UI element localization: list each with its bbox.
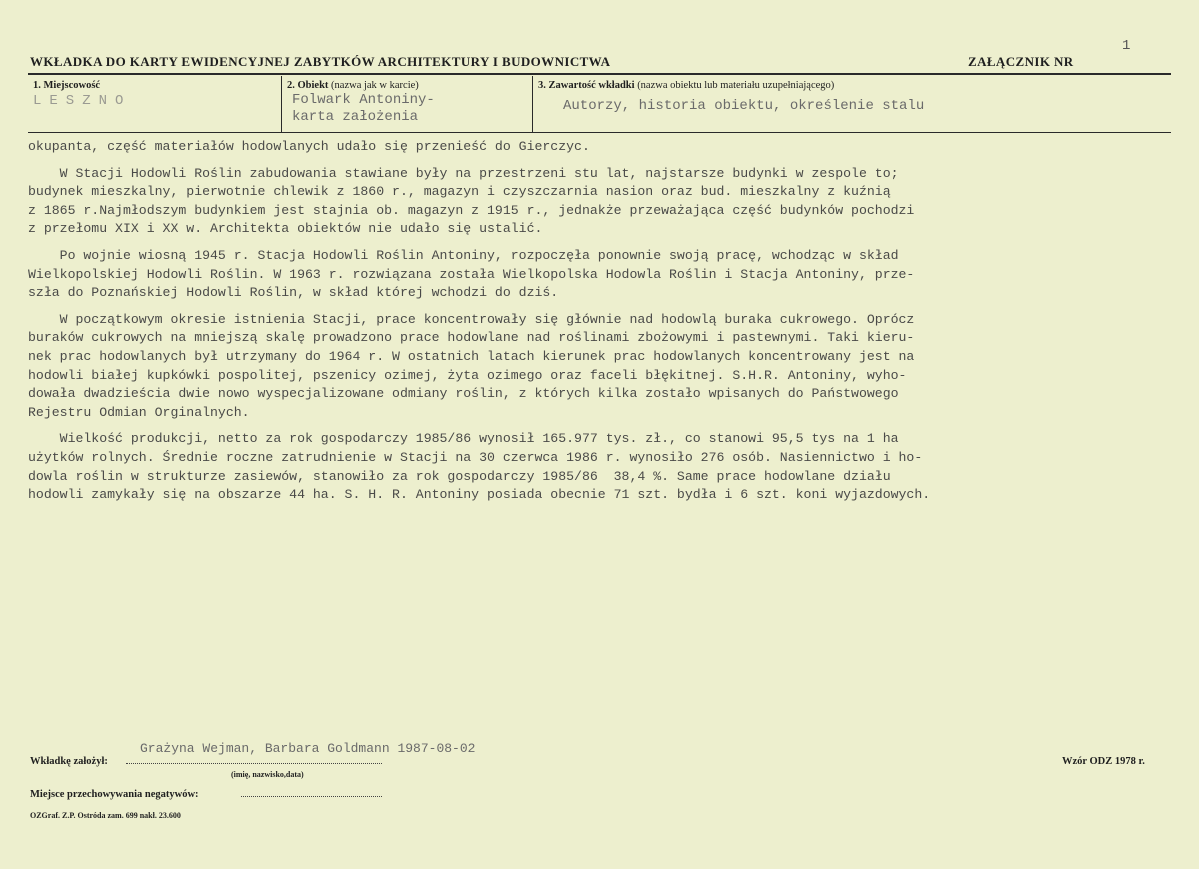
body-line: hodowli białej kupkówki pospolitej, pszenicy ozimej, żyta ozimego oraz faceli błękitnej. S.H.R. Antoniny, wyho- (28, 367, 907, 383)
body-line: W początkowym okresie istnienia Stacji, prace koncentrowały się głównie nad hodowlą buraka cukrowego. Oprócz (28, 311, 915, 327)
author-label: Wkładkę założył: (30, 756, 108, 767)
field-object-value-line-2: karta założenia (292, 109, 419, 125)
body-line: hodowli zamykały się na obszarze 44 ha. S. H. R. Antoniny posiada obecnie 71 szt. bydła i 6 szt. koni wyjazdowych. (28, 487, 931, 503)
annex-label: ZAŁĄCZNIK NR (968, 54, 1074, 69)
fields-row (28, 76, 1171, 133)
body-line: Wielkość produkcji, netto za rok gospodarczy 1985/86 wynosił 165.977 tys. zł., co stanowi 95,5 tys na 1 ha (28, 431, 899, 447)
field-contents-label-note: (nazwa obiektu lub materiału uzupełniającego) (637, 80, 835, 91)
pattern-label: Wzór ODZ 1978 r. (1062, 756, 1145, 767)
field-locality (28, 76, 278, 132)
body-line: z 1865 r.Najmłodszym budynkiem jest stajnia ob. magazyn z 1915 r., jednakże przeważająca część budynków pochodzi (28, 202, 915, 218)
field-contents (532, 76, 1171, 132)
body-line: Rejestru Odmian Orginalnych. (28, 404, 250, 420)
author-hint: (imię, nazwisko,data) (231, 770, 304, 779)
body-line: nek prac hodowlanych był utrzymany do 1964 r. W ostatnich latach kierunek prac hodowlanych koncentrowany jest na (28, 348, 915, 364)
paragraph-gap (28, 157, 1176, 165)
form-title: WKŁADKA DO KARTY EWIDENCYJNEJ ZABYTKÓW ARCHITEKTURY I BUDOWNICTWA (30, 54, 611, 69)
field-contents-label: 3. Zawartość wkładki (538, 80, 635, 91)
paragraph-gap (28, 239, 1176, 247)
field-locality-label: 1. Miejscowość (33, 80, 101, 91)
author-dotted-line (126, 763, 382, 764)
body-line: okupanta, część materiałów hodowlanych udało się przenieść do Gierczyc. (28, 139, 590, 154)
field-object-value-line-1: Folwark Antoniny- (292, 92, 435, 108)
field-object-label: 2. Obiekt (287, 80, 329, 91)
author-value: Grażyna Wejman, Barbara Goldmann 1987-08-02 (140, 741, 476, 756)
body-line: z przełomu XIX i XX w. Architekta obiektów nie udało się ustalić. (28, 221, 543, 237)
page-number: 1 (1122, 38, 1131, 54)
body-line: budynek mieszkalny, pierwotnie chlewik z 1860 r., magazyn i czyszczarnia nasion oraz bud. mieszkalny z kuźnią (28, 184, 891, 200)
typed-body-text (28, 138, 1176, 505)
body-line: szła do Poznańskiej Hodowli Roślin, w skład której wchodzi do dziś. (28, 285, 559, 301)
body-line: W Stacji Hodowli Roślin zabudowania stawiane były na przestrzeni stu lat, najstarsze budynki w zespole to; (28, 165, 899, 181)
body-line: użytków rolnych. Średnie roczne zatrudnienie w Stacji na 30 czerwca 1986 r. wynosiło 276 osób. Nasiennictwo i ho- (28, 449, 923, 465)
storage-dotted-line (241, 796, 382, 797)
field-contents-label-wrap (538, 80, 834, 91)
paragraph-gap (28, 422, 1176, 430)
body-line: dowała dwadzieścia dwie nowo wyspecjalizowane odmiany roślin, z których kilka zostało wpisanych do Państwowego (28, 386, 899, 402)
body-line: buraków cukrowych na mniejszą skalę prowadzono prace hodowlane nad roślinami zbożowymi i pastewnymi. Taki kieru- (28, 330, 915, 346)
body-line: Wielkopolskiej Hodowli Roślin. W 1963 r. rozwiązana została Wielkopolska Hodowla Roślin i Stacja Antoniny, prze- (28, 266, 915, 282)
field-object (281, 76, 530, 132)
field-object-label-note: (nazwa jak w karcie) (331, 80, 419, 91)
field-locality-value: LESZNO (33, 93, 132, 109)
body-line: dowla roślin w strukturze zasiewów, stanowiło za rok gospodarczy 1985/86 38,4 %. Same prace hodowlane działu (28, 468, 891, 484)
paragraph-gap (28, 303, 1176, 311)
printer-imprint: OZGraf. Z.P. Ostróda zam. 699 nakł. 23.600 (30, 811, 181, 820)
field-object-label-wrap (287, 80, 419, 91)
body-line: Po wojnie wiosną 1945 r. Stacja Hodowli Roślin Antoniny, rozpoczęła ponownie swoją pracę, wchodząc w skład (28, 247, 899, 263)
storage-label: Miejsce przechowywania negatywów: (30, 789, 199, 800)
header-rule (28, 73, 1171, 75)
field-contents-value: Autorzy, historia obiektu, określenie stalu (563, 98, 925, 114)
